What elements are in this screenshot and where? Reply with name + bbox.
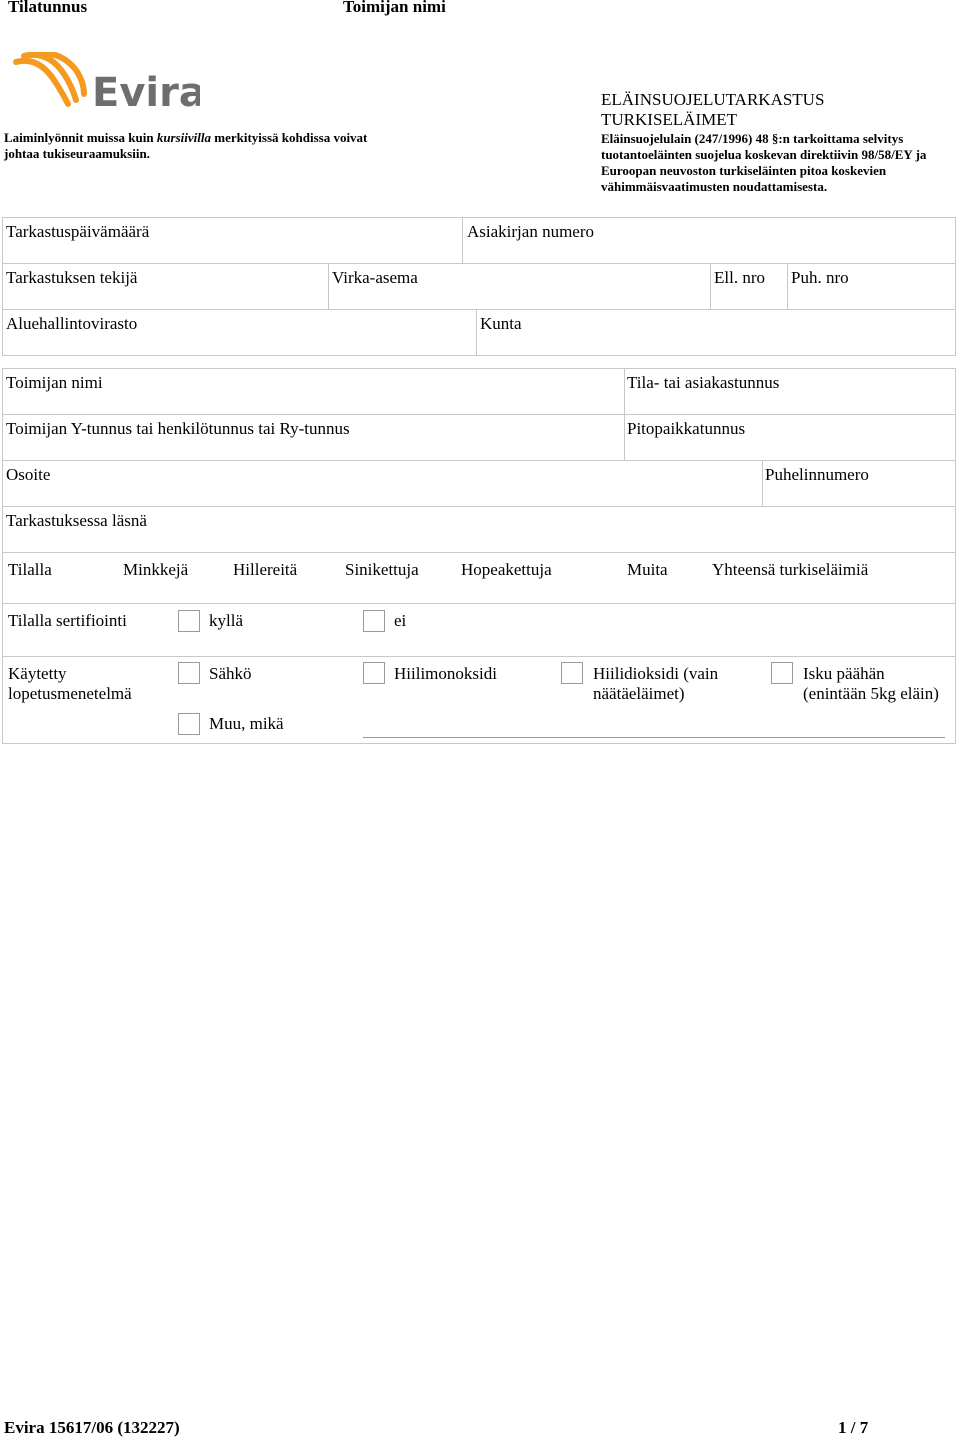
certification-no-checkbox[interactable] xyxy=(363,610,385,632)
phone-label: Puhelinnumero xyxy=(765,465,869,484)
present-label: Tarkastuksessa läsnä xyxy=(6,511,147,530)
head-blow-checkbox[interactable] xyxy=(771,662,793,684)
page-number: 1 / 7 xyxy=(838,1418,869,1437)
title-line2: TURKISELÄIMET xyxy=(601,110,737,129)
title-desc-line2: tuotantoeläinten suojelua koskevan direktiivin 98/58/EY ja xyxy=(601,147,927,162)
killing-method-label xyxy=(8,664,132,704)
evira-logo xyxy=(10,52,200,112)
co2-label-line1: Hiilidioksidi (vain xyxy=(593,664,719,683)
certification-row xyxy=(2,603,956,657)
evira-logo-mark xyxy=(10,52,200,112)
inspector-label: Tarkastuksen tekijä xyxy=(6,268,138,287)
notice-line2: johtaa tukiseuraamuksiin. xyxy=(4,146,150,161)
blow-label-line2: (enintään 5kg eläin) xyxy=(803,684,939,703)
other-method-checkbox[interactable] xyxy=(178,713,200,735)
carbon-monoxide-label: Hiilimonoksidi xyxy=(394,664,497,683)
animal-col-blue-fox[interactable]: Sinikettuja xyxy=(345,560,419,579)
animal-col-silver-fox[interactable]: Hopeakettuja xyxy=(461,560,552,579)
municipality-field[interactable] xyxy=(476,309,956,356)
form-title xyxy=(601,90,824,130)
position-label: Virka-asema xyxy=(332,268,418,287)
phone-number-label: Puh. nro xyxy=(791,268,849,287)
title-desc-line4: vähimmäisvaatimusten noudattamisesta. xyxy=(601,179,828,194)
co2-label-line2: näätäeläimet) xyxy=(593,684,685,703)
animal-col-ferret[interactable]: Hillereitä xyxy=(233,560,298,579)
certification-label: Tilalla sertifiointi xyxy=(8,611,127,630)
notice-part1: Laiminlyönnit muissa kuin xyxy=(4,130,157,145)
header-farm-id: Tilatunnus xyxy=(8,0,88,16)
electric-label: Sähkö xyxy=(209,664,252,683)
animal-col-other[interactable]: Muita xyxy=(627,560,668,579)
carbon-dioxide-label xyxy=(593,664,718,704)
title-description xyxy=(601,131,926,195)
farm-id-label: Tila- tai asiakastunnus xyxy=(627,373,780,392)
certification-no-label: ei xyxy=(394,611,407,630)
electric-checkbox[interactable] xyxy=(178,662,200,684)
title-desc-line1: Eläinsuojelulain (247/1996) 48 §:n tarkoittama selvitys xyxy=(601,131,904,146)
other-method-input-line[interactable] xyxy=(363,737,945,738)
other-method-label: Muu, mikä xyxy=(209,714,284,733)
killing-label-line2: lopetusmenetelmä xyxy=(8,684,132,703)
operator-name-label: Toimijan nimi xyxy=(6,373,103,392)
certification-yes-checkbox[interactable] xyxy=(178,610,200,632)
killing-label-line1: Käytetty xyxy=(8,664,67,683)
document-number-label: Asiakirjan numero xyxy=(467,222,594,241)
address-label: Osoite xyxy=(6,465,51,484)
municipality-label: Kunta xyxy=(480,314,522,333)
title-line1: ELÄINSUOJELUTARKASTUS xyxy=(601,90,825,109)
animal-col-mink[interactable]: Minkkejä xyxy=(123,560,189,579)
blow-label-line1: Isku päähän xyxy=(803,664,885,683)
notice-italic: kursiivilla xyxy=(156,130,211,145)
agency-label: Aluehallintovirasto xyxy=(6,314,138,333)
carbon-dioxide-checkbox[interactable] xyxy=(561,662,583,684)
logo-text: Evira xyxy=(92,70,200,112)
inspection-date-label: Tarkastuspäivämäärä xyxy=(6,222,150,241)
head-blow-label xyxy=(803,664,939,704)
title-desc-line3: Euroopan neuvoston turkiseläinten pitoa koskevien xyxy=(601,163,887,178)
certification-yes-label: kyllä xyxy=(209,611,243,630)
footer-code: Evira 15617/06 (132227) xyxy=(4,1418,180,1437)
header-operator-name: Toimijan nimi xyxy=(343,0,446,16)
location-id-label: Pitopaikkatunnus xyxy=(627,419,746,438)
animal-col-total[interactable]: Yhteensä turkiseläimiä xyxy=(712,560,869,579)
animal-row-label: Tilalla xyxy=(8,560,52,579)
notice-text xyxy=(4,130,367,162)
ext-number-label: Ell. nro xyxy=(714,268,765,287)
notice-part2: merkityissä kohdissa voivat xyxy=(211,130,368,145)
address-field[interactable] xyxy=(2,460,763,507)
business-id-label: Toimijan Y-tunnus tai henkilötunnus tai Ry-tunnus xyxy=(6,419,350,438)
carbon-monoxide-checkbox[interactable] xyxy=(363,662,385,684)
